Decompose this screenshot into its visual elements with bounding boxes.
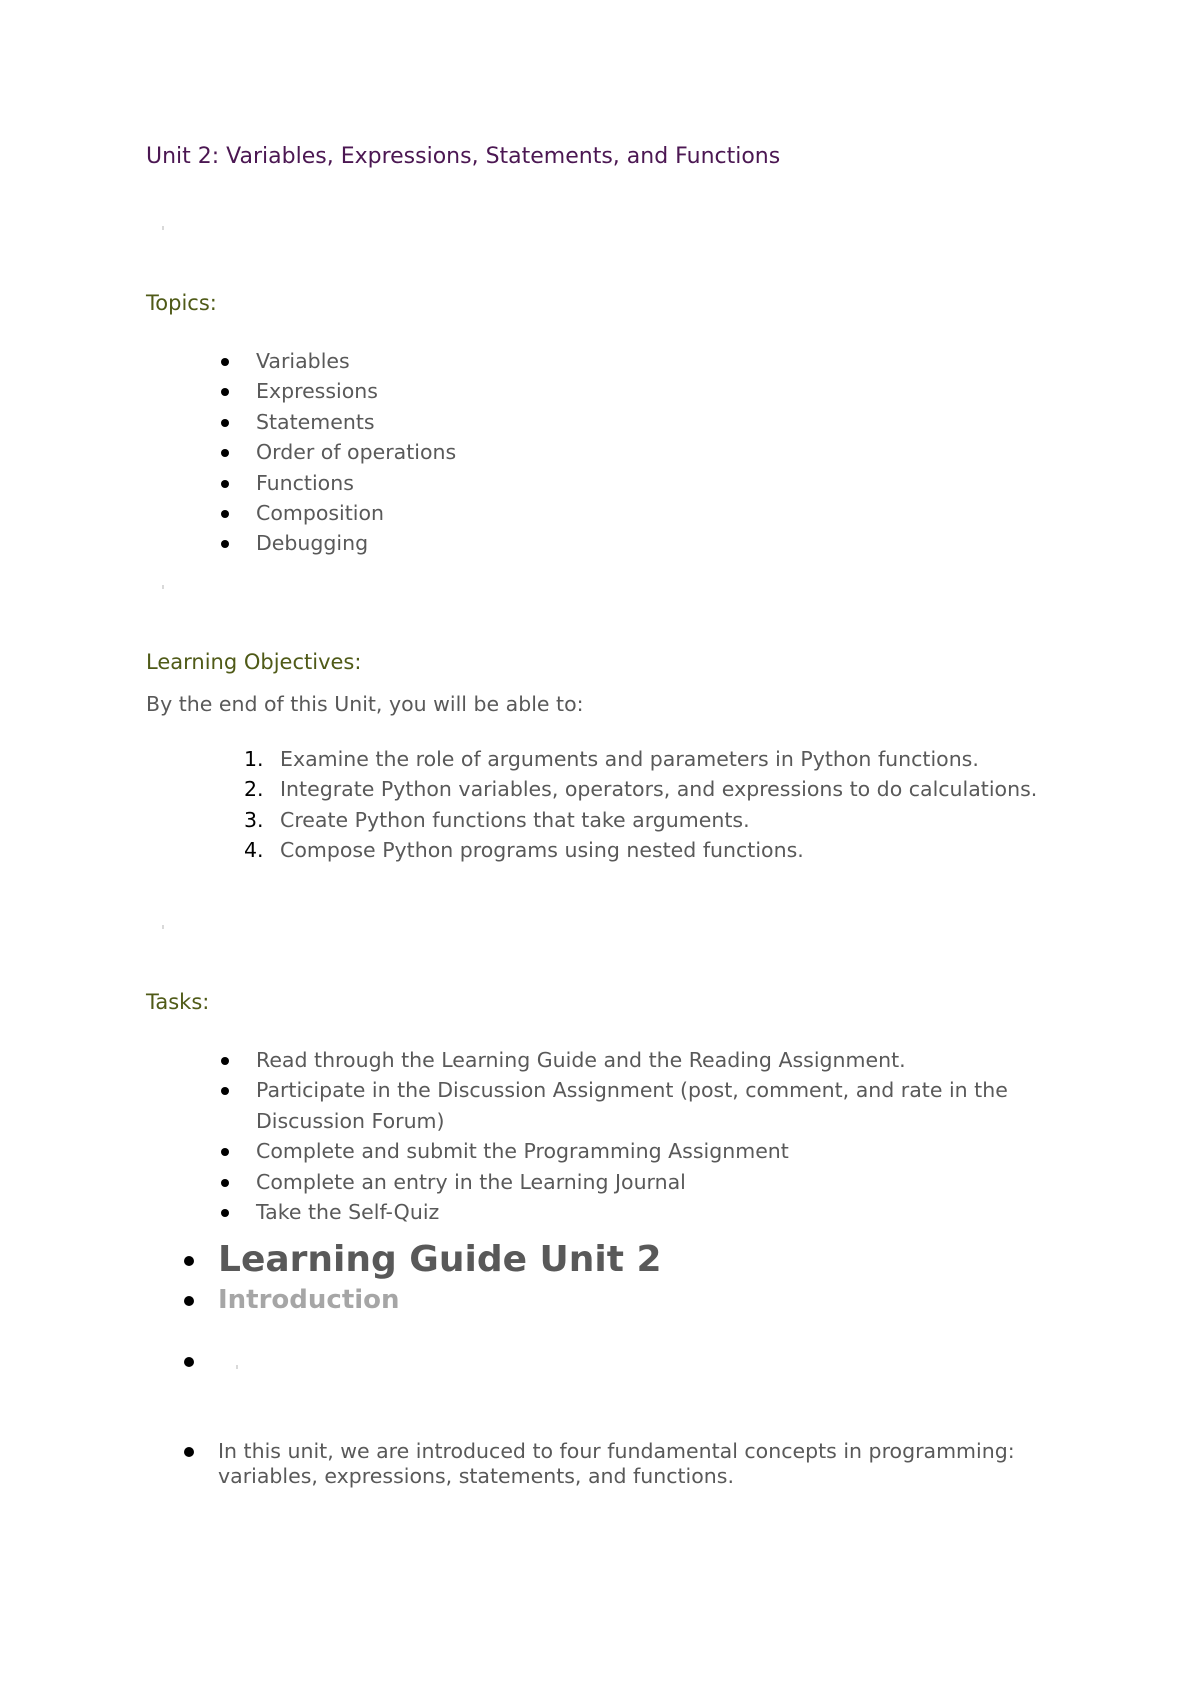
list-item: Variables <box>256 346 456 376</box>
bullet-icon <box>184 1357 194 1367</box>
bullet-icon <box>221 540 229 548</box>
item-number: 4. <box>244 838 264 863</box>
list-item: Order of operations <box>256 437 456 467</box>
list-item: Complete and submit the Programming Assignment <box>256 1136 1076 1166</box>
bullet-icon <box>221 1179 229 1187</box>
item-number: 3. <box>244 807 264 832</box>
bullet-icon <box>221 449 229 457</box>
list-item: Complete an entry in the Learning Journal <box>256 1167 1076 1197</box>
unit-title: Unit 2: Variables, Expressions, Statements, and Functions <box>146 144 781 169</box>
list-item: Functions <box>256 468 456 498</box>
paragraph-mark <box>162 585 164 589</box>
list-item: 2. Integrate Python variables, operators, and expressions to do calculations. <box>280 774 1040 804</box>
list-item: 3. Create Python functions that take arguments. <box>280 805 1040 835</box>
bullet-icon <box>221 1209 229 1217</box>
bullet-icon <box>221 480 229 488</box>
bullet-icon <box>221 1148 229 1156</box>
bullet-icon <box>221 388 229 396</box>
list-item: 4. Compose Python programs using nested functions. <box>280 835 1040 865</box>
paragraph-mark <box>162 925 164 929</box>
list-item: Expressions <box>256 376 456 406</box>
introduction-paragraph: In this unit, we are introduced to four fundamental concepts in programming: variables, expressions, statements, and functions. <box>218 1439 1015 1488</box>
list-item: Take the Self-Quiz <box>256 1197 1076 1227</box>
list-item: Read through the Learning Guide and the Reading Assignment. <box>256 1045 1076 1075</box>
list-item: Composition <box>256 498 456 528</box>
objectives-list <box>244 744 1040 866</box>
bullet-icon <box>221 358 229 366</box>
paragraph-mark <box>162 226 164 230</box>
list-item: Statements <box>256 407 456 437</box>
introduction-subheading: Introduction <box>218 1285 400 1315</box>
bullet-icon <box>184 1256 194 1266</box>
item-number: 1. <box>244 747 264 771</box>
bullet-icon <box>221 510 229 518</box>
paragraph-mark <box>236 1365 238 1369</box>
bullet-icon <box>184 1296 194 1306</box>
objectives-heading: Learning Objectives: <box>146 650 362 674</box>
objectives-intro: By the end of this Unit, you will be able to: <box>146 692 584 716</box>
bullet-icon <box>221 1087 229 1095</box>
topics-heading: Topics: <box>146 291 217 315</box>
bullet-icon <box>221 419 229 427</box>
item-number: 2. <box>244 777 264 802</box>
list-item: Debugging <box>256 528 456 558</box>
learning-guide-heading: Learning Guide Unit 2 <box>218 1239 662 1280</box>
tasks-list <box>256 1045 1076 1227</box>
bullet-icon <box>221 1057 229 1065</box>
tasks-heading: Tasks: <box>146 990 210 1014</box>
list-item: Participate in the Discussion Assignment (post, comment, and rate in the Discussion Forum) <box>256 1075 1076 1136</box>
topics-list <box>256 346 456 559</box>
list-item: 1. Examine the role of arguments and parameters in Python functions. <box>280 744 1040 774</box>
bullet-icon <box>184 1447 194 1457</box>
